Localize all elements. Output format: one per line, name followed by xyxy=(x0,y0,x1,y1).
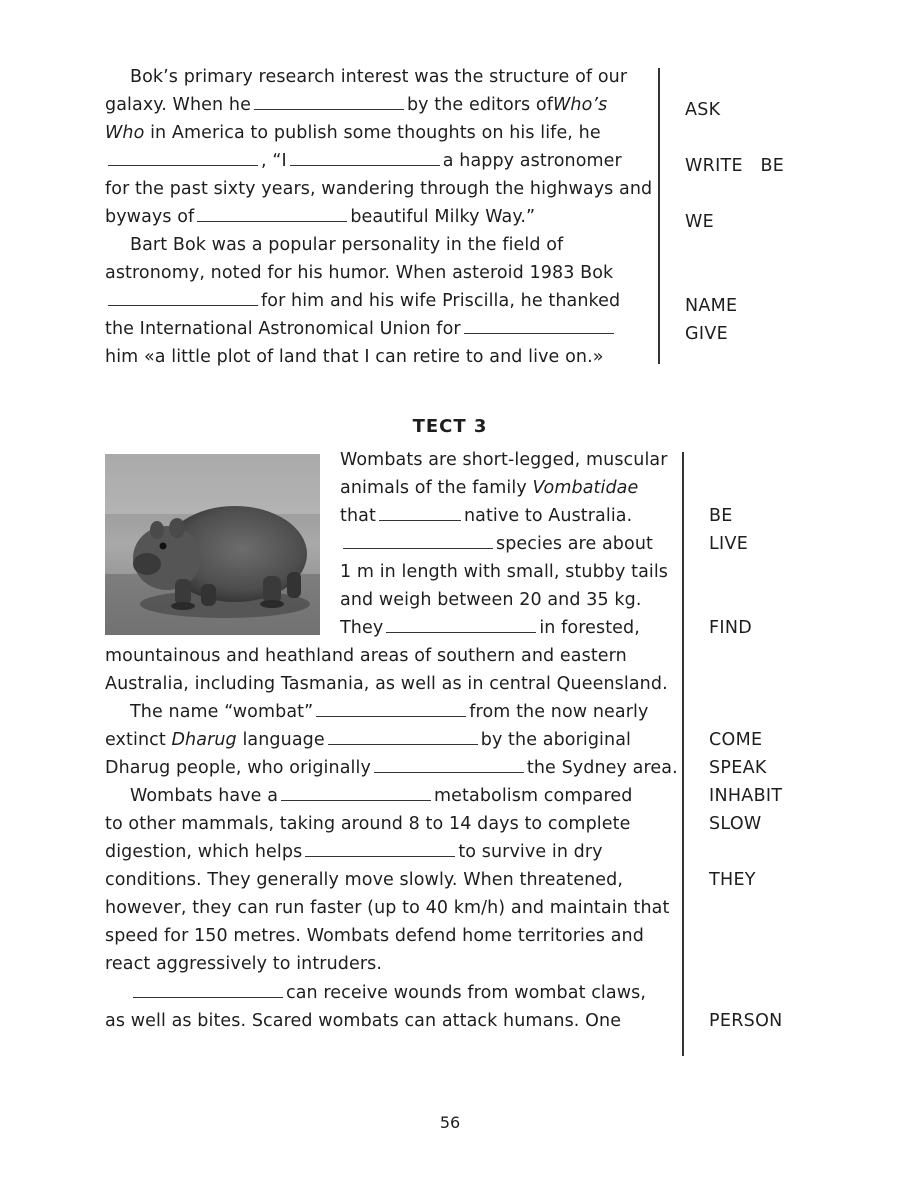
prompt-word: PERSON xyxy=(709,1011,783,1031)
answer-blank[interactable] xyxy=(316,698,466,717)
text-segment: in forested, xyxy=(539,618,640,638)
text-segment: the Sydney area. xyxy=(526,758,678,778)
text-segment: extinct xyxy=(105,730,172,750)
prompt-word: WE xyxy=(685,212,714,232)
text-segment: They xyxy=(340,618,384,638)
text-segment: that xyxy=(340,506,376,526)
text-segment: conditions. They generally move slowly. When threatened, xyxy=(105,870,624,890)
text-segment: as well as bites. Scared wombats can attack humans. One xyxy=(105,1011,622,1031)
text-segment: and weigh between 20 and 35 kg. xyxy=(340,590,642,610)
section1-line xyxy=(105,203,535,231)
text-segment: The name “wombat” xyxy=(130,702,314,722)
section2-line xyxy=(340,502,632,530)
section2-line xyxy=(340,530,653,558)
text-segment: react aggressively to intruders. xyxy=(105,954,383,974)
text-segment: a happy astronomer xyxy=(442,151,622,171)
test-heading: TECT 3 xyxy=(412,416,488,437)
text-segment: from the now nearly xyxy=(469,702,649,722)
text-segment: , “I xyxy=(261,151,287,171)
prompt-word: LIVE xyxy=(709,534,749,554)
answer-blank[interactable] xyxy=(374,754,524,773)
section1-line xyxy=(105,147,622,175)
italic-text: Who xyxy=(105,123,145,143)
section1-line xyxy=(105,175,652,203)
text-segment: animals of the family xyxy=(340,478,533,498)
text-segment: Dharug people, who originally xyxy=(105,758,371,778)
text-segment: to other mammals, taking around 8 to 14 days to complete xyxy=(105,814,631,834)
prompt-word: FIND xyxy=(709,618,752,638)
answer-blank[interactable] xyxy=(305,838,455,857)
text-segment: 1 m in length with small, stubby tails xyxy=(340,562,669,582)
section2-line xyxy=(340,474,638,502)
section2-line xyxy=(105,950,382,978)
section2-line xyxy=(105,670,668,698)
text-segment: the International Astronomical Union for xyxy=(105,319,461,339)
prompt-word: THEY xyxy=(709,870,756,890)
text-segment: native to Australia. xyxy=(463,506,633,526)
section2-line xyxy=(340,558,668,586)
answer-blank[interactable] xyxy=(133,979,283,998)
text-segment: in America to publish some thoughts on his life, he xyxy=(144,123,601,143)
section2-line xyxy=(130,979,646,1007)
text-segment: can receive wounds from wombat claws, xyxy=(286,983,647,1003)
section2-line xyxy=(105,810,630,838)
text-segment: him «a little plot of land that I can retire to and live on.» xyxy=(105,347,604,367)
text-segment: digestion, which helps xyxy=(105,842,303,862)
italic-text: Who’s xyxy=(553,95,608,115)
text-segment: speed for 150 metres. Wombats defend home territories and xyxy=(105,926,644,946)
text-segment: Bart Bok was a popular personality in the field of xyxy=(130,235,564,255)
section1-line xyxy=(130,63,627,91)
text-segment: Australia, including Tasmania, as well as in central Queensland. xyxy=(105,674,668,694)
text-segment: beautiful Milky Way.” xyxy=(350,207,536,227)
text-segment: galaxy. When he xyxy=(105,95,251,115)
text-segment: for the past sixty years, wandering through the highways and xyxy=(105,179,653,199)
prompt-word: SLOW xyxy=(709,814,762,834)
wombat-photo xyxy=(105,454,320,635)
prompt-word: INHABIT xyxy=(709,786,783,806)
text-segment: Bok’s primary research interest was the structure of our xyxy=(130,67,628,87)
text-segment: by the editors of xyxy=(406,95,553,115)
prompt-word: BE xyxy=(709,506,733,526)
text-segment: to survive in dry xyxy=(458,842,603,862)
text-segment: metabolism compared xyxy=(434,786,633,806)
text-segment: mountainous and heathland areas of southern and eastern xyxy=(105,646,627,666)
text-segment: Wombats are short-legged, muscular xyxy=(340,450,668,470)
answer-blank[interactable] xyxy=(290,147,440,166)
answer-blank[interactable] xyxy=(328,726,478,745)
answer-blank[interactable] xyxy=(254,91,404,110)
prompt-word: ASK xyxy=(685,100,721,120)
section1-line xyxy=(105,119,601,147)
answer-blank[interactable] xyxy=(108,147,258,166)
section2-line xyxy=(105,754,678,782)
prompt-word: WRITE BE xyxy=(685,156,785,176)
answer-blank[interactable] xyxy=(386,614,536,633)
page-number: 56 xyxy=(439,1113,461,1132)
prompt-word: NAME xyxy=(685,296,738,316)
text-segment: astronomy, noted for his humor. When asteroid 1983 Bok xyxy=(105,263,614,283)
section1-line xyxy=(130,231,563,259)
answer-blank[interactable] xyxy=(343,530,493,549)
answer-blank[interactable] xyxy=(197,203,347,222)
text-segment: language xyxy=(236,730,325,750)
italic-text: Vombatidae xyxy=(532,478,639,498)
section1-line xyxy=(105,343,604,371)
section2-line xyxy=(105,1007,621,1035)
section1-line xyxy=(105,315,617,343)
section1-line xyxy=(105,259,613,287)
section2-divider xyxy=(682,452,684,1056)
answer-blank[interactable] xyxy=(379,502,461,521)
section2-line xyxy=(105,838,603,866)
prompt-word: COME xyxy=(709,730,763,750)
section1-line xyxy=(105,287,620,315)
text-segment: species are about xyxy=(496,534,653,554)
section2-line xyxy=(340,586,641,614)
section1-line xyxy=(105,91,607,119)
section2-line xyxy=(105,726,631,754)
section1-divider xyxy=(658,68,660,364)
section2-line xyxy=(105,866,623,894)
answer-blank[interactable] xyxy=(108,287,258,306)
answer-blank[interactable] xyxy=(281,782,431,801)
section2-line xyxy=(105,894,669,922)
section2-line xyxy=(130,698,648,726)
italic-text: Dharug xyxy=(171,730,237,750)
section2-line xyxy=(105,922,644,950)
section2-line xyxy=(340,614,640,642)
section2-line xyxy=(105,642,627,670)
text-segment: Wombats have a xyxy=(130,786,279,806)
prompt-word: GIVE xyxy=(685,324,728,344)
text-segment: for him and his wife Priscilla, he thanked xyxy=(261,291,621,311)
section2-line xyxy=(340,446,668,474)
answer-blank[interactable] xyxy=(464,315,614,334)
text-segment: by the aboriginal xyxy=(480,730,631,750)
prompt-word: SPEAK xyxy=(709,758,767,778)
text-segment: however, they can run faster (up to 40 km/h) and maintain that xyxy=(105,898,670,918)
section2-line xyxy=(130,782,633,810)
text-segment: byways of xyxy=(105,207,195,227)
